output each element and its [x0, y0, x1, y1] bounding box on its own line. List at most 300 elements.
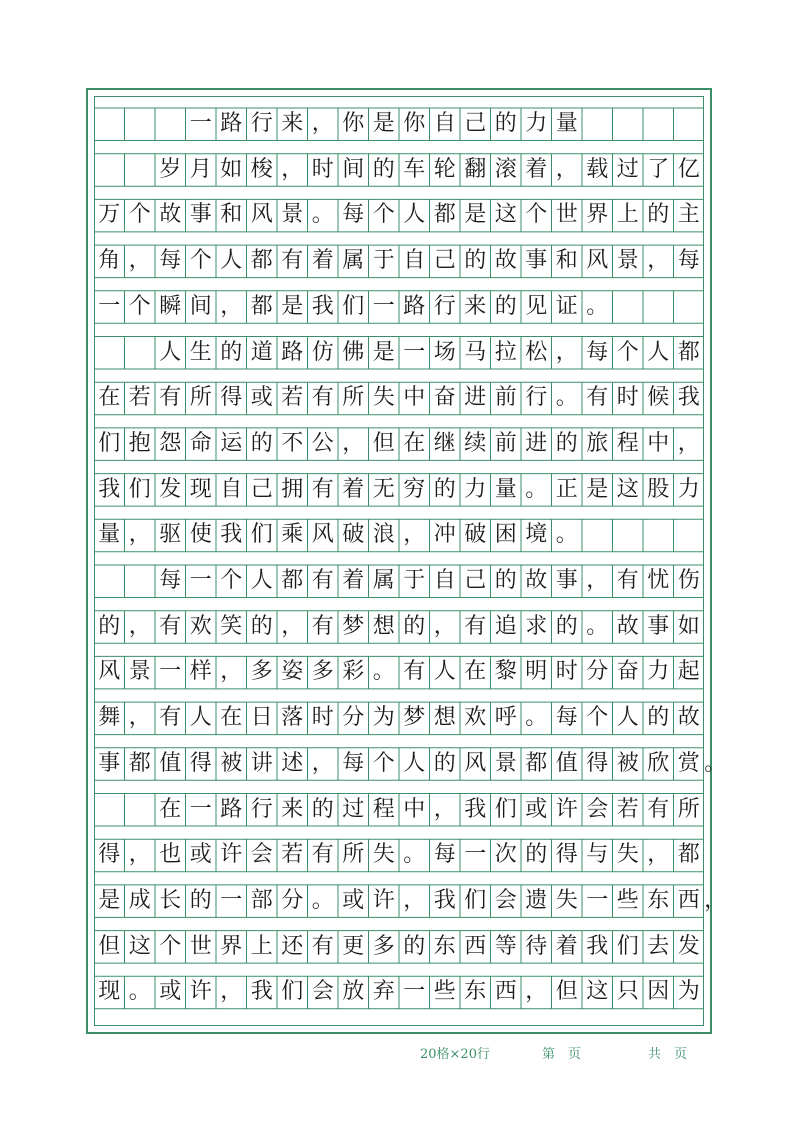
grid-char: 。	[128, 979, 151, 1005]
grid-char: 东	[647, 887, 670, 913]
grid-char: 己	[250, 476, 273, 502]
grid-char: 己	[464, 111, 487, 136]
grid-char: 会	[586, 796, 609, 822]
grid-char: ，	[128, 248, 151, 274]
grid-char: ，	[220, 659, 243, 685]
grid-char: 万	[98, 202, 121, 228]
grid-char: 但	[372, 430, 395, 456]
grid-char: 个	[372, 750, 395, 776]
grid-char: 时	[311, 156, 334, 182]
grid-char: 分	[586, 659, 609, 685]
grid-char: 都	[433, 202, 456, 228]
grid-char: 每	[159, 568, 182, 593]
grid-char: 的	[525, 842, 548, 868]
grid-char: 许	[189, 979, 212, 1005]
grid-char: ，	[128, 522, 151, 548]
grid-char: 分	[342, 705, 365, 731]
grid-char: 现	[189, 476, 212, 502]
grid-char: 仿	[311, 339, 334, 365]
grid-char: 是	[281, 293, 304, 319]
grid-char: 力	[647, 659, 670, 685]
grid-char: 的	[647, 705, 670, 731]
grid-char: 等	[494, 933, 517, 959]
grid-char: 我	[586, 933, 609, 959]
grid-char: 们	[464, 887, 487, 913]
grid-char: 路	[220, 796, 243, 822]
grid-char: 不	[281, 430, 304, 456]
grid-char: 力	[464, 476, 487, 502]
grid-char: ，	[128, 613, 151, 639]
grid-char: 程	[616, 430, 639, 456]
grid-char: 人	[189, 705, 212, 731]
grid-char: 我	[220, 522, 243, 548]
grid-char: 怨	[159, 430, 182, 456]
grid-char: 和	[220, 202, 243, 228]
grid-char: 于	[403, 568, 426, 593]
grid-char: 间	[342, 156, 365, 182]
grid-char: 事	[98, 750, 121, 776]
grid-char: 自	[220, 476, 243, 502]
grid-char: 和	[555, 248, 578, 274]
grid-char: 都	[281, 568, 304, 593]
grid-char: 有	[311, 476, 334, 502]
grid-char: 一	[403, 979, 426, 1005]
grid-char: 每	[433, 842, 456, 868]
grid-char: 明	[525, 659, 548, 685]
grid-char: 拉	[494, 339, 517, 365]
grid-char: 都	[250, 248, 273, 274]
grid-char: 得	[189, 750, 212, 776]
grid-char: 。	[704, 750, 727, 776]
grid-char: 事	[189, 202, 212, 228]
grid-char: 进	[464, 385, 487, 411]
grid-char: 得	[220, 385, 243, 411]
grid-char: 呼	[494, 705, 517, 731]
grid-char: 着	[525, 156, 548, 182]
grid-char: 有	[159, 613, 182, 639]
grid-char: 得	[586, 750, 609, 776]
grid-char: 道	[250, 339, 273, 365]
grid-char: 拥	[281, 476, 304, 502]
grid-char: 讲	[250, 750, 273, 776]
grid-char: 如	[220, 156, 243, 182]
grid-char: 失	[372, 842, 395, 868]
grid-char: 有	[159, 385, 182, 411]
grid-char: 为	[372, 705, 395, 731]
grid-char: 忧	[647, 568, 670, 593]
grid-char: 景	[128, 659, 151, 685]
grid-char: ，	[311, 111, 334, 136]
grid-char: 是	[372, 111, 395, 136]
grid-char: 更	[342, 933, 365, 959]
grid-char: 彩	[342, 659, 365, 685]
grid-char: 。	[525, 476, 548, 502]
grid-char: 个	[128, 202, 151, 228]
grid-char: 行	[250, 796, 273, 822]
grid-char: 有	[403, 659, 426, 685]
grid-char: 个	[128, 293, 151, 319]
grid-char: 载	[586, 156, 609, 182]
grid-char: 属	[342, 248, 365, 274]
grid-char: 程	[372, 796, 395, 822]
grid-char: 使	[189, 522, 212, 548]
grid-char: 一	[372, 293, 395, 319]
grid-char: ，	[433, 613, 456, 639]
grid-char: 得	[555, 842, 578, 868]
grid-char: ，	[677, 430, 700, 456]
grid-char: 的	[464, 248, 487, 274]
grid-char: 翻	[464, 156, 487, 182]
grid-char: 黎	[494, 659, 517, 685]
grid-spec-label: 20格×20行	[420, 1047, 490, 1062]
grid-char: 风	[311, 522, 334, 548]
grid-char: 车	[403, 156, 426, 182]
grid-char: 过	[616, 156, 639, 182]
grid-char: 旅	[586, 430, 609, 456]
grid-char: 都	[525, 750, 548, 776]
grid-char: 故	[677, 705, 700, 731]
grid-char: 的	[555, 430, 578, 456]
grid-char: 人	[403, 750, 426, 776]
grid-char: 有	[464, 613, 487, 639]
grid-char: 许	[220, 842, 243, 868]
grid-char: 们	[616, 933, 639, 959]
grid-char: 一	[98, 293, 121, 319]
grid-char: 故	[616, 613, 639, 639]
grid-char: 故	[159, 202, 182, 228]
grid-char: 们	[281, 979, 304, 1005]
grid-char: 次	[494, 842, 517, 868]
grid-char: 人	[433, 659, 456, 685]
grid-char: 路	[220, 111, 243, 136]
grid-char: 我	[677, 385, 700, 411]
grid-char: 若	[281, 842, 304, 868]
grid-char: 乘	[281, 522, 304, 548]
grid-char: 的	[433, 750, 456, 776]
grid-char: 续	[464, 430, 487, 456]
grid-char: 景	[616, 248, 639, 274]
grid-char: 被	[220, 750, 243, 776]
grid-char: 所	[342, 842, 365, 868]
grid-char: 若	[616, 796, 639, 822]
grid-char: 有	[281, 248, 304, 274]
grid-char: 着	[342, 568, 365, 593]
grid-char: 亿	[677, 156, 700, 182]
grid-char: ，	[433, 796, 456, 822]
grid-char: 东	[464, 979, 487, 1005]
grid-char: 或	[159, 979, 182, 1005]
grid-char: 来	[464, 293, 487, 319]
grid-char: 路	[281, 339, 304, 365]
grid-char: 在	[464, 659, 487, 685]
grid-char: 赏	[677, 750, 700, 776]
grid-char: 奋	[616, 659, 639, 685]
grid-char: 的	[494, 111, 517, 136]
grid-char: 每	[555, 705, 578, 731]
grid-char: 一	[159, 659, 182, 685]
grid-char: 证	[555, 293, 578, 319]
grid-char: 时	[555, 659, 578, 685]
grid-char: 们	[494, 796, 517, 822]
grid-char: 些	[616, 887, 639, 913]
grid-char: 人	[159, 339, 182, 365]
grid-char: 世	[189, 933, 212, 959]
grid-char: 一	[220, 887, 243, 913]
grid-char: ，	[586, 568, 609, 593]
grid-char: 。	[403, 842, 426, 868]
grid-char: 们	[342, 293, 365, 319]
grid-char: 量	[494, 476, 517, 502]
grid-char: 多	[311, 659, 334, 685]
grid-char: 人	[616, 705, 639, 731]
grid-char: 待	[525, 933, 548, 959]
grid-char: ，	[647, 842, 670, 868]
grid-char: 部	[250, 887, 273, 913]
grid-char: 所	[677, 796, 700, 822]
grid-char: 。	[525, 705, 548, 731]
grid-char: 个	[372, 202, 395, 228]
grid-char: 的	[189, 887, 212, 913]
grid-char: ，	[281, 613, 304, 639]
grid-char: 属	[372, 568, 395, 593]
grid-char: 着	[311, 248, 334, 274]
grid-char: 风	[98, 659, 121, 685]
grid-char: 行	[250, 111, 273, 136]
grid-char: 破	[464, 522, 487, 548]
grid-char: 每	[342, 202, 365, 228]
grid-char: 每	[677, 248, 700, 274]
grid-char: 无	[372, 476, 395, 502]
grid-char: 佛	[342, 339, 365, 365]
grid-char: 行	[525, 385, 548, 411]
grid-char: 追	[494, 613, 517, 639]
grid-char: ，	[342, 430, 365, 456]
grid-char: 一	[403, 339, 426, 365]
grid-char: 欢	[189, 613, 212, 639]
grid-char: 有	[647, 796, 670, 822]
grid-char: 的	[250, 430, 273, 456]
grid-char: ，	[220, 293, 243, 319]
grid-char: ，	[555, 339, 578, 365]
grid-char: 每	[342, 750, 365, 776]
grid-char: 量	[555, 111, 578, 136]
grid-char: 许	[372, 887, 395, 913]
grid-char: 自	[403, 248, 426, 274]
grid-char: 所	[342, 385, 365, 411]
grid-char: 人	[220, 248, 243, 274]
grid-char: 一	[189, 111, 212, 136]
grid-char: 姿	[281, 659, 304, 685]
page-number-label: 第 页	[542, 1047, 582, 1062]
grid-char: 是	[464, 202, 487, 228]
grid-char: 的	[433, 476, 456, 502]
grid-char: 分	[281, 887, 304, 913]
grid-char: 欢	[464, 705, 487, 731]
grid-char: 所	[189, 385, 212, 411]
grid-char: 想	[433, 705, 456, 731]
grid-char: 困	[494, 522, 517, 548]
grid-char: 的	[98, 613, 121, 639]
grid-char: ，	[704, 887, 727, 913]
grid-char: 破	[342, 522, 365, 548]
grid-char: 风	[250, 202, 273, 228]
grid-char: 岁	[159, 156, 182, 182]
grid-char: 的	[403, 933, 426, 959]
grid-char: 在	[159, 796, 182, 822]
grid-char: 这	[128, 933, 151, 959]
grid-char: 梦	[403, 705, 426, 731]
grid-char: 舞	[98, 705, 121, 731]
grid-char: 了	[647, 156, 670, 182]
grid-char: 见	[525, 293, 548, 319]
grid-char: 梭	[250, 156, 273, 182]
grid-char: 值	[159, 750, 182, 776]
grid-char: 股	[647, 476, 670, 502]
grid-char: 放	[342, 979, 365, 1005]
grid-char: 的	[372, 156, 395, 182]
grid-char: 东	[433, 933, 456, 959]
grid-char: 。	[555, 385, 578, 411]
grid-char: 的	[311, 796, 334, 822]
grid-char: 。	[372, 659, 395, 685]
grid-char: ，	[403, 522, 426, 548]
grid-char: 或	[525, 796, 548, 822]
grid-char: 一	[189, 796, 212, 822]
grid-char: 许	[555, 796, 578, 822]
grid-char: 故	[494, 248, 517, 274]
grid-char: 时	[616, 385, 639, 411]
grid-char: 自	[433, 111, 456, 136]
grid-char: 若	[128, 385, 151, 411]
grid-char: 在	[220, 705, 243, 731]
grid-char: 若	[281, 385, 304, 411]
grid-char: 有	[311, 568, 334, 593]
grid-char: 月	[189, 156, 212, 182]
grid-char: 的	[494, 568, 517, 593]
grid-char: 场	[433, 339, 456, 365]
grid-char: 是	[586, 476, 609, 502]
grid-char: 行	[433, 293, 456, 319]
grid-char: 成	[128, 887, 151, 913]
grid-char: 你	[403, 111, 426, 136]
grid-char: 穷	[403, 476, 426, 502]
grid-char: 个	[586, 705, 609, 731]
grid-char: 都	[250, 293, 273, 319]
grid-char: 风	[464, 750, 487, 776]
grid-char: 有	[586, 385, 609, 411]
grid-char: 。	[586, 293, 609, 319]
grid-char: 着	[555, 933, 578, 959]
grid-char: 只	[616, 979, 639, 1005]
grid-char: 西	[464, 933, 487, 959]
grid-char: 个	[189, 248, 212, 274]
grid-char: 有	[616, 568, 639, 593]
grid-char: 伤	[677, 568, 700, 593]
grid-char: 公	[311, 430, 334, 456]
grid-char: 有	[311, 385, 334, 411]
grid-char: 间	[189, 293, 212, 319]
grid-char: 的	[250, 613, 273, 639]
grid-char: 浪	[372, 522, 395, 548]
grid-char: 世	[555, 202, 578, 228]
grid-char: 会	[250, 842, 273, 868]
grid-char: 起	[677, 659, 700, 685]
grid-char: 事	[647, 613, 670, 639]
grid-char: 都	[677, 842, 700, 868]
grid-char: 失	[616, 842, 639, 868]
grid-char: 上	[616, 202, 639, 228]
grid-char: 值	[555, 750, 578, 776]
grid-char: 个	[616, 339, 639, 365]
grid-char: 量	[98, 522, 121, 548]
grid-char: 落	[281, 705, 304, 731]
grid-char: 是	[372, 339, 395, 365]
grid-char: 境	[525, 522, 548, 548]
grid-char: 失	[555, 887, 578, 913]
grid-char: 会	[494, 887, 517, 913]
grid-char: 或	[342, 887, 365, 913]
grid-char: 都	[128, 750, 151, 776]
grid-char: 述	[281, 750, 304, 776]
grid-char: 失	[372, 385, 395, 411]
grid-char: 梦	[342, 613, 365, 639]
grid-char: 力	[525, 111, 548, 136]
grid-char: 这	[586, 979, 609, 1005]
grid-char: 运	[220, 430, 243, 456]
grid-char: 的	[494, 293, 517, 319]
page-footer	[420, 1043, 720, 1063]
grid-char: 西	[677, 887, 700, 913]
grid-char: 抱	[128, 430, 151, 456]
grid-char: 在	[403, 430, 426, 456]
grid-char: 风	[586, 248, 609, 274]
grid-char: 过	[342, 796, 365, 822]
grid-char: 松	[525, 339, 548, 365]
grid-char: 每	[159, 248, 182, 274]
grid-char: 命	[189, 430, 212, 456]
grid-char: 被	[616, 750, 639, 776]
grid-char: 但	[555, 979, 578, 1005]
grid-char: 继	[433, 430, 456, 456]
grid-char: 中	[403, 796, 426, 822]
grid-char: 瞬	[159, 293, 182, 319]
grid-char: 于	[372, 248, 395, 274]
grid-char: ，	[525, 979, 548, 1005]
grid-char: 求	[525, 613, 548, 639]
grid-char: 为	[677, 979, 700, 1005]
grid-char: 去	[647, 933, 670, 959]
grid-char: 们	[128, 476, 151, 502]
grid-char: 我	[98, 476, 121, 502]
grid-char: 前	[494, 430, 517, 456]
grid-char: 生	[189, 339, 212, 365]
grid-char: ，	[128, 705, 151, 731]
grid-char: 我	[464, 796, 487, 822]
grid-char: 这	[494, 202, 517, 228]
grid-char: 故	[525, 568, 548, 593]
grid-char: 己	[464, 568, 487, 593]
grid-char: 们	[250, 522, 273, 548]
grid-char: 来	[281, 111, 304, 136]
grid-char: 中	[647, 430, 670, 456]
grid-char: 的	[403, 613, 426, 639]
grid-char: 现	[98, 979, 121, 1005]
grid-char: ，	[220, 979, 243, 1005]
grid-char: 轮	[433, 156, 456, 182]
grid-char: 些	[433, 979, 456, 1005]
grid-char: 一	[189, 568, 212, 593]
grid-char: 发	[677, 933, 700, 959]
